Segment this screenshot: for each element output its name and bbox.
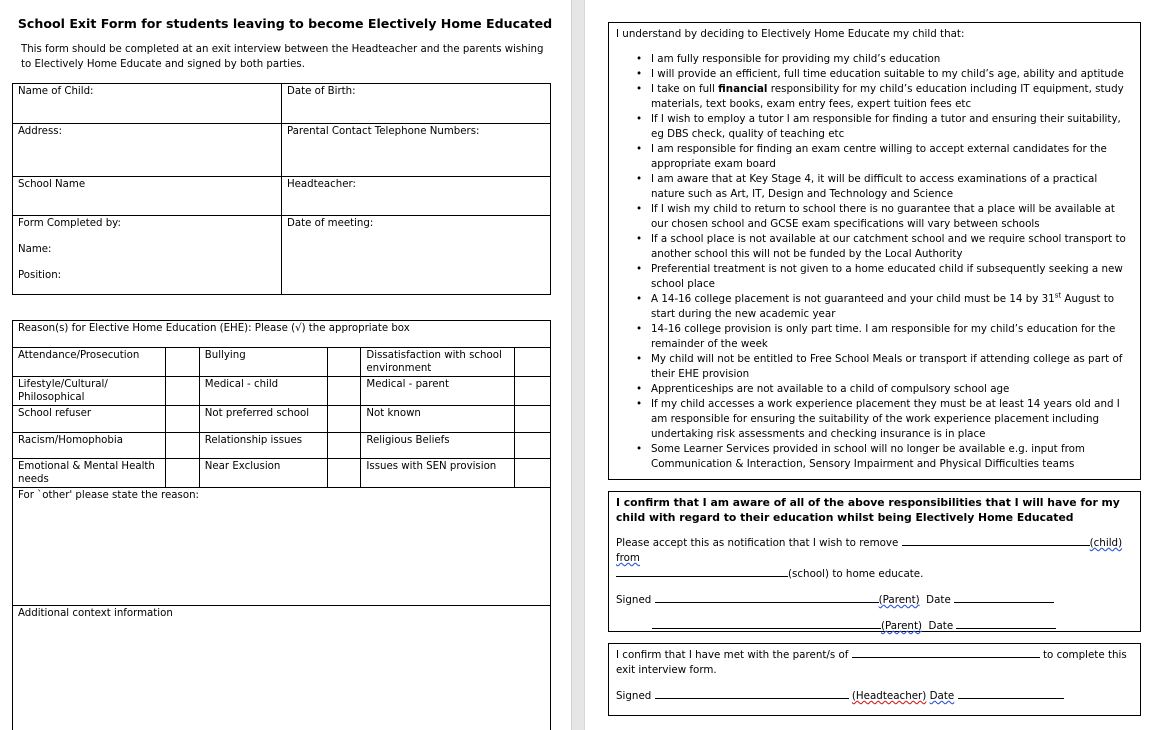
list-item: • My child will not be entitled to Free School Meals or transport if attending college as part of their EHE provision xyxy=(636,353,1123,380)
bullet-icon: • xyxy=(636,383,643,395)
date-of-meeting-label: Date of meeting: xyxy=(287,218,374,229)
parent-confirmation-heading: I confirm that I am aware of all of the above responsibilities that I will have for my child with regard to their education whilst being Electively Home Educated xyxy=(616,496,1120,524)
bullet-icon: • xyxy=(636,263,643,275)
reason-checkbox[interactable] xyxy=(165,459,199,488)
reason-label: Bullying xyxy=(199,348,327,377)
child-label: (child) from xyxy=(616,537,1123,564)
date-label: Date xyxy=(928,620,954,632)
reason-label: Religious Beliefs xyxy=(361,433,515,459)
date-label: Date xyxy=(929,690,955,702)
reason-checkbox[interactable] xyxy=(327,459,361,488)
date-of-meeting-field[interactable] xyxy=(282,216,551,295)
list-item: • 14-16 college provision is only part time. I am responsible for my child’s education for the remainder of the week xyxy=(636,323,1116,350)
reason-label: Racism/Homophobia xyxy=(13,433,166,459)
child-info-table xyxy=(12,83,551,295)
parent-signature-line-2[interactable] xyxy=(652,618,881,629)
reason-checkbox[interactable] xyxy=(165,348,199,377)
child-name-line[interactable] xyxy=(902,535,1090,546)
headteacher-signature-line[interactable] xyxy=(655,688,849,699)
headteacher-confirmation-box xyxy=(608,643,1141,716)
additional-context-field[interactable] xyxy=(13,606,551,730)
reason-checkbox[interactable] xyxy=(515,377,551,406)
bullet-icon: • xyxy=(636,353,643,365)
date-of-birth-field[interactable] xyxy=(282,84,551,124)
list-item: • Preferential treatment is not given to a home educated child if subsequently seeking a new school place xyxy=(636,263,1123,290)
reason-checkbox[interactable] xyxy=(165,406,199,433)
reason-label: Not preferred school xyxy=(199,406,327,433)
form-title: School Exit Form for students leaving to become Electively Home Educated xyxy=(17,16,553,31)
list-item: • I am aware that at Key Stage 4, it will be difficult to access examinations of a practical nature such as Art, IT, Design and Technology and Science xyxy=(636,173,1098,200)
met-with-suffix: to complete this exit interview form. xyxy=(616,649,1127,676)
list-item: • I take on full financial responsibility for my child’s education including IT equipment, study materials, text books, exam entry fees, expert tuition fees etc xyxy=(636,83,1124,110)
list-item: • If I wish my child to return to school there is no guarantee that a place will be available at our chosen school and GCSE exam specifications will vary between schools xyxy=(636,203,1115,230)
parental-contact-label: Parental Contact Telephone Numbers: xyxy=(287,126,480,137)
bullet-icon: • xyxy=(636,113,643,125)
reason-label: Relationship issues xyxy=(199,433,327,459)
reason-checkbox[interactable] xyxy=(515,459,551,488)
parent-label: (Parent) xyxy=(878,594,920,606)
reason-checkbox[interactable] xyxy=(327,433,361,459)
bullet-icon: • xyxy=(636,443,643,455)
list-item: • A 14-16 college placement is not guaranteed and your child must be 14 by 31st August to start during the new academic year xyxy=(636,291,1115,320)
reasons-table xyxy=(12,320,551,730)
list-item: • If I wish to employ a tutor I am responsible for finding a tutor and ensuring their suitability, eg DBS check, quality of teaching etc xyxy=(636,113,1121,140)
headteacher-field[interactable] xyxy=(282,177,551,216)
headteacher-date-line[interactable] xyxy=(958,688,1064,699)
bullet-icon: • xyxy=(636,53,643,65)
list-item: • I am fully responsible for providing my child’s education xyxy=(636,53,941,65)
form-completed-by-label: Form Completed by: xyxy=(18,218,121,229)
headteacher-label: Headteacher: xyxy=(287,179,356,190)
reason-checkbox[interactable] xyxy=(515,433,551,459)
emphasis-financial: financial xyxy=(718,83,768,95)
responsibilities-list xyxy=(616,52,1133,472)
name-of-child-field[interactable] xyxy=(13,84,282,124)
signed-label: Signed xyxy=(616,690,652,702)
reason-checkbox[interactable] xyxy=(327,377,361,406)
other-reason-field[interactable] xyxy=(13,488,551,606)
bullet-icon: • xyxy=(636,323,643,335)
parent-date-line-1[interactable] xyxy=(954,592,1054,603)
page-gap-separator xyxy=(571,0,585,730)
list-item: • Apprenticeships are not available to a child of compulsory school age xyxy=(636,383,1010,395)
date-of-birth-label: Date of Birth: xyxy=(287,86,356,97)
reason-checkbox[interactable] xyxy=(515,348,551,377)
list-item: • Some Learner Services provided in school will no longer be available e.g. input from Communication & Interaction, Sensory Impairment and Physical Difficulties teams xyxy=(636,443,1085,470)
school-name-line[interactable] xyxy=(616,566,788,577)
completed-by-position-label: Position: xyxy=(18,270,62,281)
understanding-heading: I understand by deciding to Electively Home Educate my child that: xyxy=(616,28,965,40)
parent-date-line-2[interactable] xyxy=(956,618,1056,629)
reason-checkbox[interactable] xyxy=(165,433,199,459)
bullet-icon: • xyxy=(636,233,643,245)
list-item: • If a school place is not available at our catchment school and we require school transport to another school this will not be funded by the Local Authority xyxy=(636,233,1126,260)
bullet-icon: • xyxy=(636,293,643,305)
bullet-icon: • xyxy=(636,203,643,215)
notification-text: Please accept this as notification that I wish to remove xyxy=(616,537,902,549)
completed-by-name-label: Name: xyxy=(18,244,52,255)
signed-label: Signed xyxy=(616,594,652,606)
reason-checkbox[interactable] xyxy=(515,406,551,433)
date-label: Date xyxy=(926,594,951,606)
name-of-child-label: Name of Child: xyxy=(18,86,94,97)
headteacher-label: (Headteacher) xyxy=(851,690,927,702)
understanding-box xyxy=(608,22,1141,480)
bullet-icon: • xyxy=(636,68,643,80)
reason-label: Medical - child xyxy=(199,377,327,406)
address-label: Address: xyxy=(18,126,63,137)
reason-label: School refuser xyxy=(13,406,166,433)
parent-confirmation-box xyxy=(608,491,1141,632)
list-item: • I will provide an efficient, full time education suitable to my child’s age, ability and aptitude xyxy=(636,68,1124,80)
reasons-header: Reason(s) for Elective Home Education (EHE): Please (√) the appropriate box xyxy=(13,321,551,348)
intro-text: This form should be completed at an exit interview between the Headteacher and the parents wishing to Electively Home Educate and signed by both parties. xyxy=(21,44,544,70)
bullet-icon: • xyxy=(636,143,643,155)
reason-checkbox[interactable] xyxy=(165,377,199,406)
reason-label: Lifestyle/Cultural/ Philosophical xyxy=(13,377,166,406)
reason-label: Near Exclusion xyxy=(199,459,327,488)
school-label: (school) to home educate. xyxy=(788,568,924,580)
parental-contact-field[interactable] xyxy=(282,124,551,177)
reason-label: Attendance/Prosecution xyxy=(13,348,166,377)
parents-of-line[interactable] xyxy=(852,647,1040,658)
bullet-icon: • xyxy=(636,398,643,410)
reason-label: Dissatisfaction with school environment xyxy=(361,348,515,377)
other-reason-label: For `other' please state the reason: xyxy=(18,490,199,501)
met-with-text: I confirm that I have met with the parent/s of xyxy=(616,649,852,661)
bullet-icon: • xyxy=(636,173,643,185)
address-field[interactable] xyxy=(13,124,282,177)
list-item: • If my child accesses a work experience placement they must be at least 14 years old and I am responsible for ensuring the suitability of the work experience placement including undertaking risk assessments and checking insurance is in place xyxy=(636,398,1120,440)
list-item: • I am responsible for finding an exam centre willing to accept external candidates for the appropriate exam board xyxy=(636,143,1107,170)
school-name-label: School Name xyxy=(18,179,86,190)
school-name-field[interactable] xyxy=(13,177,282,216)
parent-label: (Parent) xyxy=(881,620,922,632)
reason-label: Issues with SEN provision xyxy=(361,459,515,488)
additional-context-label: Additional context information xyxy=(18,608,173,619)
reason-label: Medical - parent xyxy=(361,377,515,406)
reason-checkbox[interactable] xyxy=(327,348,361,377)
reason-label: Not known xyxy=(361,406,515,433)
parent-signature-line-1[interactable] xyxy=(655,592,879,603)
form-completed-by-field[interactable] xyxy=(13,216,282,295)
bullet-icon: • xyxy=(636,83,643,95)
reason-label: Emotional & Mental Health needs xyxy=(13,459,166,488)
reason-checkbox[interactable] xyxy=(327,406,361,433)
